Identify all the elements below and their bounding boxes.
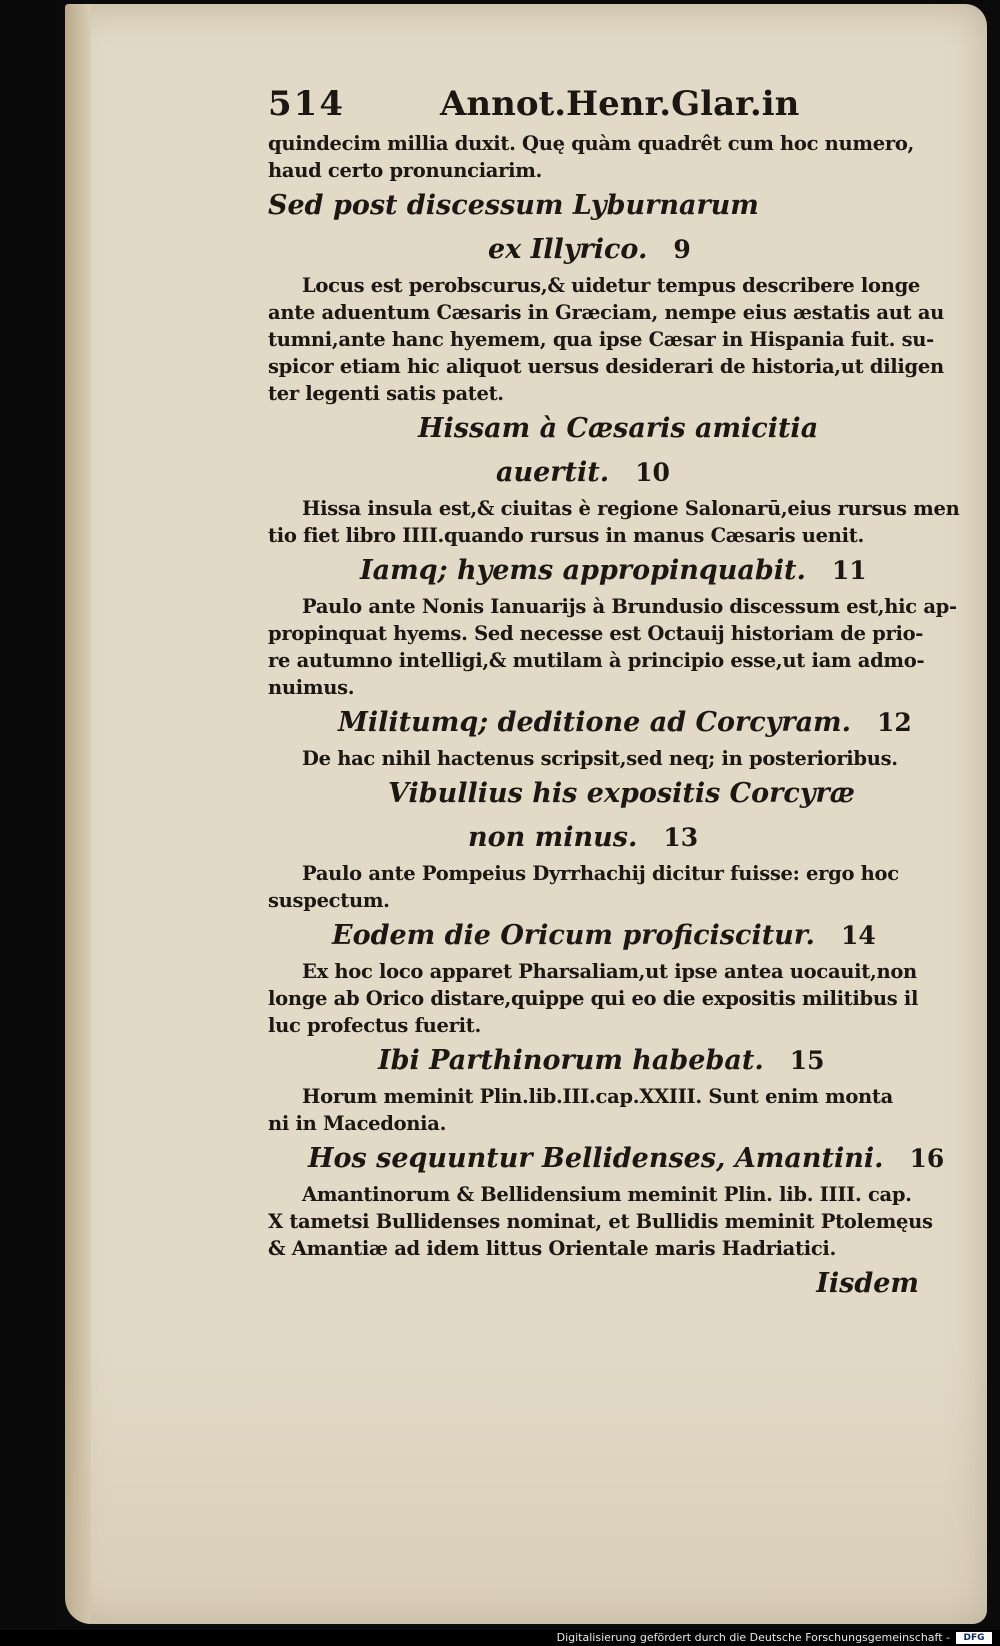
text-line: spicor etiam hic aliquot uersus desiderari de historia,ut diligen	[268, 355, 944, 378]
footer-bar	[0, 1630, 1000, 1646]
text-line: Hissa insula est,& ciuitas è regione Salonarū,eius rursus men	[302, 497, 960, 520]
lemma-heading	[268, 914, 923, 958]
lemma-text: ex Illyrico.	[488, 234, 648, 265]
text-line: ni in Macedonia.	[268, 1112, 447, 1135]
lemma-text: Militumq; deditione ad Corcyram.	[338, 707, 852, 738]
lemma-number: 15	[789, 1046, 825, 1075]
text-line: Locus est perobscurus,& uidetur tempus describere longe	[302, 274, 921, 297]
lemma-heading	[268, 1137, 945, 1181]
text-line: tio fiet libro IIII.quando rursus in manus Cæsaris uenit.	[268, 524, 864, 547]
lemma-text: Hos sequuntur Bellidenses, Amantini.	[308, 1143, 884, 1174]
text-line: quindecim millia duxit. Quę quàm quadrêt cum hoc numero,	[268, 132, 915, 155]
text-line: ante aduentum Cæsaris in Græciam, nempe eius æstatis aut au	[268, 301, 945, 324]
page-content	[268, 84, 960, 1306]
text-line: X tametsi Bullidenses nominat, et Bullidis meminit Ptolemęus	[268, 1210, 933, 1233]
lemma-number: 11	[831, 556, 867, 585]
lemma-text: auertit.	[496, 457, 610, 488]
lemma-heading	[268, 816, 923, 860]
lemma-text: Ibi Parthinorum habebat.	[378, 1045, 764, 1076]
lemma-number: 12	[877, 708, 912, 737]
lemma-number: 9	[673, 235, 691, 264]
dfg-logo-badge: DFG	[956, 1632, 992, 1644]
text-line: ter legenti satis patet.	[268, 382, 504, 405]
text-line: re autumno intelligi,& mutilam à principio esse,ut iam admo-	[268, 649, 925, 672]
lemma-heading	[268, 407, 923, 451]
lemma-heading	[268, 451, 923, 495]
lemma-number: 16	[909, 1144, 945, 1173]
lemma-number: 10	[635, 458, 670, 487]
text-line: suspectum.	[268, 889, 390, 912]
funding-notice: Digitalisierung gefördert durch die Deutsche Forschungsgemeinschaft -	[556, 1631, 950, 1644]
text-line: longe ab Orico distare,quippe qui eo die expositis militibus il	[268, 987, 919, 1010]
text-line: luc profectus fuerit.	[268, 1014, 481, 1037]
text-line: Paulo ante Nonis Ianuarijs à Brundusio discessum est,hic ap-	[302, 595, 957, 618]
lemma-heading	[268, 701, 923, 745]
lemma-heading	[268, 184, 923, 228]
running-head: Annot.Henr.Glar.in	[440, 84, 800, 124]
lemma-number: 14	[840, 921, 876, 950]
page-header	[268, 84, 923, 130]
lemma-heading	[268, 772, 923, 816]
text-line: nuimus.	[268, 676, 355, 699]
text-line: Horum meminit Plin.lib.III.cap.XXIII. Sunt enim monta	[302, 1085, 893, 1108]
lemma-heading	[268, 549, 923, 593]
lemma-text: non minus.	[468, 822, 638, 853]
lemma-text: Vibullius his expositis Corcyræ	[388, 778, 855, 809]
catchword: Iisdem	[816, 1268, 919, 1299]
page-number: 514	[268, 84, 345, 124]
lemma-number: 13	[663, 823, 699, 852]
text-line: Paulo ante Pompeius Dyrrhachij dicitur fuisse: ergo hoc	[302, 862, 899, 885]
lemma-heading	[268, 1039, 923, 1083]
page-spine-shadow	[65, 4, 91, 1624]
text-line: tumni,ante hanc hyemem, qua ipse Cæsar in Hispania fuit. su-	[268, 328, 934, 351]
text-block	[268, 130, 960, 1262]
lemma-heading	[268, 228, 923, 272]
text-line: & Amantiæ ad idem littus Orientale maris Hadriatici.	[268, 1237, 837, 1260]
lemma-text: Hissam à Cæsaris amicitia	[418, 413, 819, 444]
text-line: propinquat hyems. Sed necesse est Octauij historiam de prio-	[268, 622, 924, 645]
text-line: De hac nihil hactenus scripsit,sed neq; in posterioribus.	[302, 747, 898, 770]
lemma-text: Iamq; hyems appropinquabit.	[360, 555, 806, 586]
text-line: haud certo pronunciarim.	[268, 159, 543, 182]
text-line: Amantinorum & Bellidensium meminit Plin. lib. IIII. cap.	[302, 1183, 912, 1206]
text-line: Ex hoc loco apparet Pharsaliam,ut ipse antea uocauit,non	[302, 960, 917, 983]
lemma-text: Eodem die Oricum proficiscitur.	[332, 920, 815, 951]
lemma-text: Sed post discessum Lyburnarum	[268, 190, 759, 221]
